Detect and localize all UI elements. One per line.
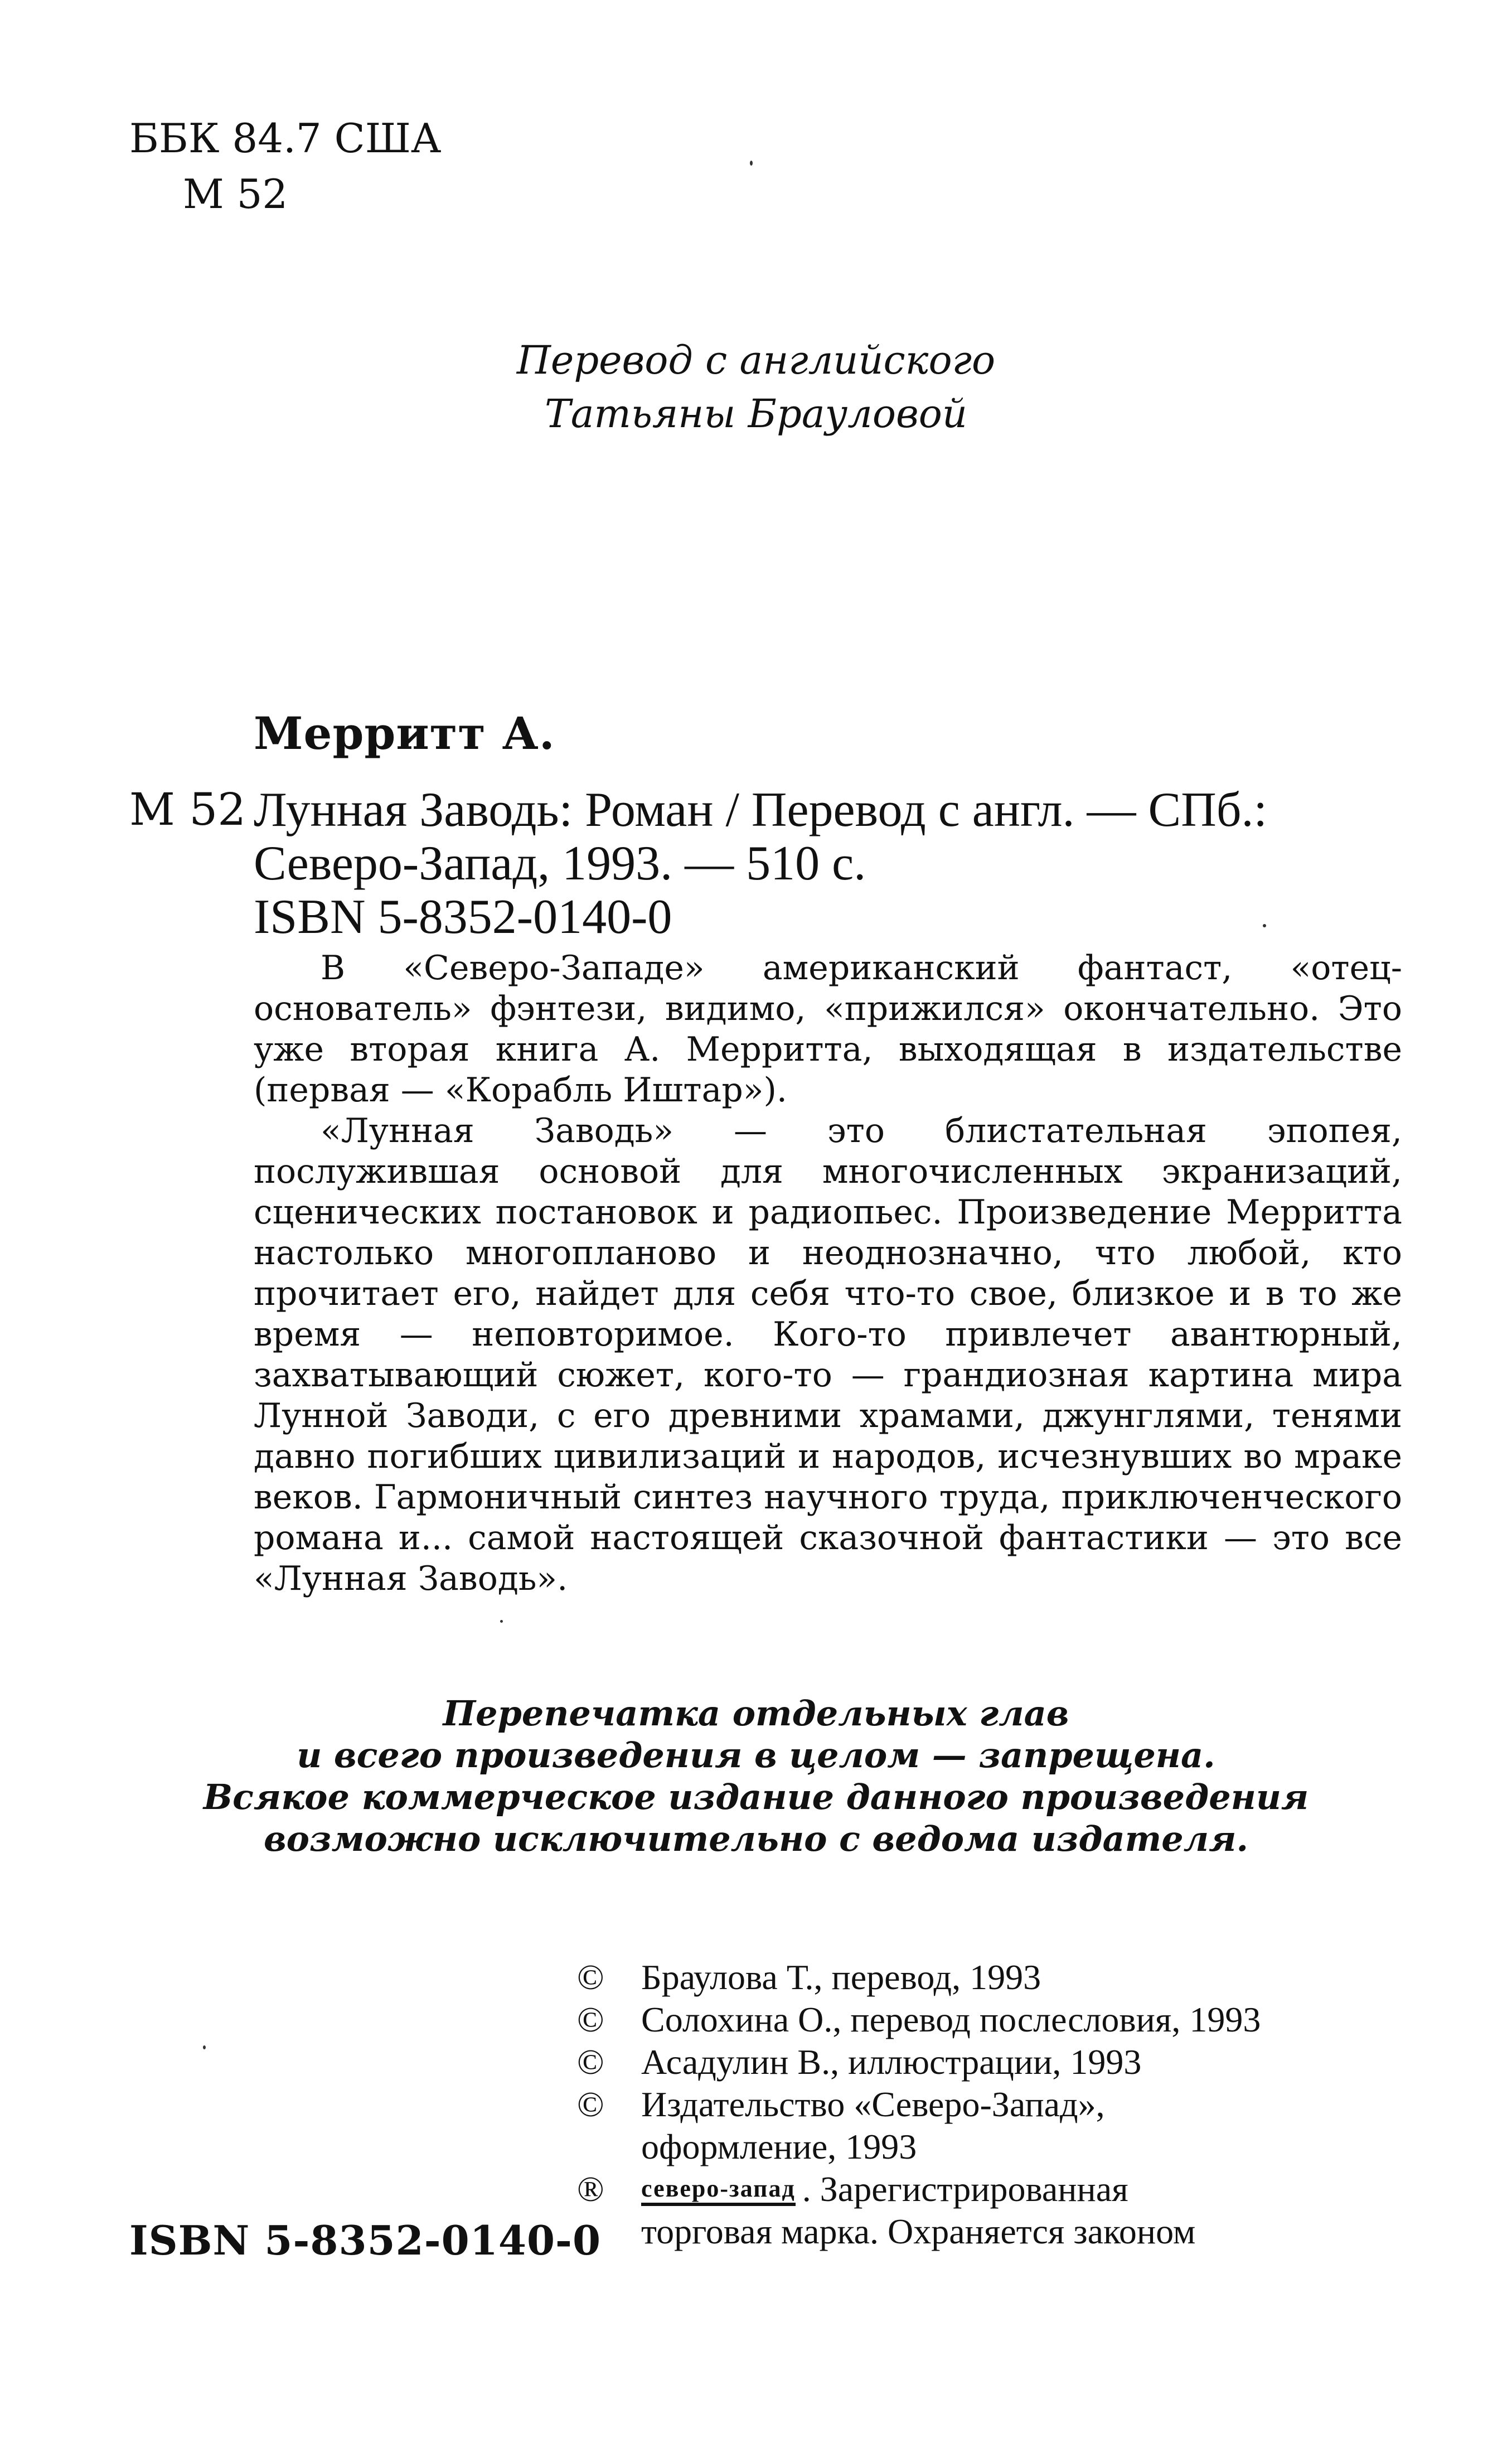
author-sign-code: М 52 [183, 171, 288, 217]
print-speck [203, 2045, 206, 2049]
biblio-line-1: Лунная Заводь: Роман / Перевод с англ. — СПб.: [254, 783, 1267, 837]
bibliographic-entry [254, 783, 1424, 944]
notice-line-2: и всего произведения в целом — запрещена. [297, 1735, 1215, 1776]
copyright-publisher: Издательство «Северо-Запад», [641, 2084, 1105, 2124]
copyright-symbol: © [577, 2084, 604, 2124]
author-heading: Мерритт А. [254, 707, 555, 760]
copyright-publisher-cont: оформление, 1993 [641, 2127, 917, 2166]
copyright-translation: Браулова Т., перевод, 1993 [641, 1957, 1041, 1997]
entry-code: М 52 [129, 783, 246, 835]
notice-line-4: возможно исключительно с ведома издателя. [263, 1818, 1249, 1859]
notice-line-3: Всякое коммерческое издание данного произведения [203, 1777, 1309, 1817]
annotation-paragraph-2: «Лунная Заводь» — это блистательная эпопея, послужившая основой для многочисленных экранизаций, сценических постановок и радиопьес. Произведение Мерритта настолько многопланово и неоднозначно, что любой, кто прочитает его, найдет для себя что-то свое, близкое и в то же время — неповторимое. Кого-то привлечет авантюрный, захватывающий сюжет, кого-то — грандиозная картина мира Лунной Заводи, с его древними храмами, джунглями, тенями давно погибших цивилизаций и народов, исчезнувших во мраке веков. Гармоничный синтез научного труда, приключенческого романа и... самой настоящей сказочной фантастики — это все «Лунная Заводь». [254, 1111, 1402, 1598]
print-speck [1263, 924, 1266, 927]
copyright-symbol: © [577, 2042, 604, 2082]
copyright-block [577, 1956, 1261, 2253]
copyright-afterword: Солохина О., перевод послесловия, 1993 [641, 2000, 1261, 2039]
annotation [254, 948, 1402, 1599]
isbn-bottom: ISBN 5-8352-0140-0 [129, 2217, 602, 2264]
translator-credit [0, 333, 1512, 441]
print-speck [750, 161, 753, 166]
copyright-line [577, 1999, 1261, 2041]
biblio-isbn: ISBN 5-8352-0140-0 [254, 890, 672, 944]
notice-line-1: Перепечатка отдельных глав [443, 1693, 1069, 1734]
trademark-text: . Зарегистрированная [802, 2169, 1128, 2209]
registered-symbol: ® [577, 2169, 604, 2209]
translator-line-2: Татьяны Брауловой [545, 391, 967, 437]
translator-line-1: Перевод с английского [516, 337, 996, 383]
annotation-paragraph-1: В «Северо-Западе» американский фантаст, «отец-основатель» фэнтези, видимо, «прижился» окончательно. Это уже вторая книга А. Мерритта, выходящая в издательстве (первая — «Корабль Иштар»). [254, 949, 1402, 1110]
copyright-symbol: © [577, 2000, 604, 2039]
trademark-line [577, 2168, 1261, 2210]
copyright-symbol: © [577, 1957, 604, 1997]
print-speck [500, 1620, 503, 1623]
copyright-line [577, 2041, 1261, 2083]
biblio-line-2: Северо-Запад, 1993. — 510 с. [254, 836, 866, 891]
bbk-code: ББК 84.7 США [129, 115, 442, 162]
copyright-line [577, 2083, 1261, 2126]
copyright-illustrations: Асадулин В., иллюстрации, 1993 [641, 2042, 1142, 2082]
reprint-notice [0, 1692, 1512, 1860]
trademark-text-cont: торговая марка. Охраняется законом [641, 2212, 1196, 2251]
classification-block [129, 110, 441, 222]
publisher-logo: северо-запад [641, 2175, 796, 2206]
copyright-line [577, 1956, 1261, 1999]
